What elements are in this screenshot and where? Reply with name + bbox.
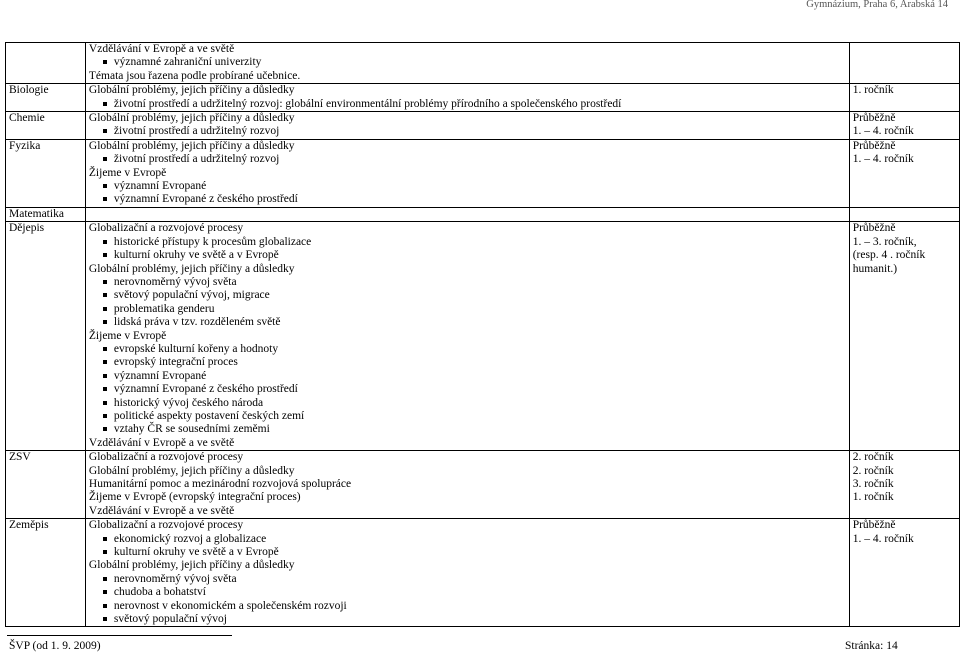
grade-line: 1. – 4. ročník: [852, 532, 914, 545]
topic-heading: Globalizační a rozvojové procesy: [88, 222, 244, 235]
topics-cell: [85, 84, 849, 112]
topic-heading: Globální problémy, jejich příčiny a důsledky: [88, 112, 295, 125]
topic-heading: Globální problémy, jejich příčiny a důsledky: [88, 262, 295, 275]
bullet-item: životní prostředí a udržitelný rozvoj: globální environmentální problémy přírodního a společenského prostředí: [89, 98, 846, 111]
topics-cell: [85, 451, 849, 519]
table-row: [6, 112, 960, 140]
grade-line: (resp. 4 . ročník: [852, 249, 926, 262]
topics-cell: [85, 112, 849, 140]
bullet-item: nerovnoměrný vývoj světa: [89, 573, 846, 586]
bullet-item: významní Evropané: [89, 370, 846, 383]
grade-line: 2. ročník: [852, 464, 894, 477]
topic-heading: Vzdělávání v Evropě a ve světě: [88, 43, 235, 55]
subject-cell: [6, 43, 86, 84]
page-header: Gymnázium, Praha 6, Arabská 14: [806, 0, 948, 10]
bullet-item: lidská práva v tzv. rozděleném světě: [89, 316, 846, 329]
topics-cell: [85, 43, 849, 84]
table-row: [6, 207, 960, 221]
subject-cell: ZSV: [6, 451, 86, 519]
bullet-item: vztahy ČR se sousedními zeměmi: [89, 423, 846, 436]
grade-line: 1. – 4. ročník: [852, 153, 914, 166]
topics-table: [5, 42, 960, 627]
bullet-item: kulturní okruhy ve světě a v Evropě: [89, 249, 846, 262]
topic-heading: Globální problémy, jejich příčiny a důsledky: [88, 139, 295, 152]
footer-left: ŠVP (od 1. 9. 2009): [9, 640, 101, 652]
topics-cell: [85, 139, 849, 207]
bullet-item: významní Evropané z českého prostředí: [89, 383, 846, 396]
subject-cell: Biologie: [6, 84, 86, 112]
grade-cell: [849, 519, 959, 627]
table-row: [6, 222, 960, 451]
bullet-item: problematika genderu: [89, 303, 846, 316]
grade-line: Průběžně: [852, 222, 896, 235]
grade-cell: [849, 222, 959, 451]
table-row: [6, 43, 960, 84]
bullet-item: světový populační vývoj: [89, 613, 846, 626]
table-body: [6, 43, 960, 627]
bullet-item: historické přístupy k procesům globalizace: [89, 236, 846, 249]
topic-heading: Globální problémy, jejich příčiny a důsledky: [88, 559, 295, 572]
topic-heading: Globální problémy, jejich příčiny a důsledky: [88, 464, 295, 477]
table-row: [6, 139, 960, 207]
grade-line: 2. ročník: [852, 451, 894, 464]
bullet-item: životní prostředí a udržitelný rozvoj: [89, 153, 846, 166]
grade-line: humanit.): [852, 262, 898, 275]
grade-line: 1. – 3. ročník,: [852, 235, 917, 248]
topic-heading: Žijeme v Evropě: [88, 329, 167, 342]
grade-cell: [849, 207, 959, 221]
topic-heading: Humanitární pomoc a mezinárodní rozvojová spolupráce: [88, 478, 352, 490]
grade-cell: [849, 451, 959, 519]
topic-heading: Globální problémy, jejich příčiny a důsledky: [88, 84, 295, 97]
table-row: [6, 84, 960, 112]
bullet-item: významní Evropané z českého prostředí: [89, 193, 846, 206]
grade-line: Průběžně: [852, 112, 896, 125]
topic-heading: Vzdělávání v Evropě a ve světě: [88, 436, 235, 449]
bullet-item: nerovnoměrný vývoj světa: [89, 276, 846, 289]
subject-cell: Zeměpis: [6, 519, 86, 627]
subject-cell: Matematika: [6, 207, 86, 221]
footer-rule: [7, 635, 232, 636]
grade-line: Průběžně: [852, 519, 896, 532]
bullet-item: politické aspekty postavení českých zemí: [89, 410, 846, 423]
bullet-item: životní prostředí a udržitelný rozvoj: [89, 125, 846, 138]
subject-cell: Chemie: [6, 112, 86, 140]
topic-heading: Témata jsou řazena podle probírané učebnice.: [88, 69, 301, 82]
topics-cell: [85, 222, 849, 451]
grade-line: 3. ročník: [852, 478, 894, 490]
bullet-item: historický vývoj českého národa: [89, 397, 846, 410]
bullet-item: evropské kulturní kořeny a hodnoty: [89, 343, 846, 356]
topics-cell: [85, 207, 849, 221]
table-row: [6, 451, 960, 519]
topic-heading: Globalizační a rozvojové procesy: [88, 451, 244, 464]
topics-cell: [85, 519, 849, 627]
topic-heading: Vzdělávání v Evropě a ve světě: [88, 504, 235, 517]
bullet-item: chudoba a bohatství: [89, 586, 846, 599]
subject-cell: Dějepis: [6, 222, 86, 451]
grade-cell: [849, 112, 959, 140]
grade-cell: [849, 84, 959, 112]
grade-line: 1. ročník: [852, 491, 894, 504]
subject-cell: Fyzika: [6, 139, 86, 207]
bullet-item: nerovnost v ekonomickém a společenském rozvoji: [89, 600, 846, 613]
topic-heading: Žijeme v Evropě (evropský integrační proces): [88, 491, 301, 504]
grade-line: Průběžně: [852, 139, 896, 152]
topic-heading: Žijeme v Evropě: [88, 166, 167, 179]
grade-cell: [849, 43, 959, 84]
grade-cell: [849, 139, 959, 207]
bullet-item: evropský integrační proces: [89, 356, 846, 369]
bullet-item: významní Evropané: [89, 180, 846, 193]
grade-line: 1. ročník: [852, 84, 894, 97]
bullet-item: ekonomický rozvoj a globalizace: [89, 533, 846, 546]
bullet-item: významné zahraniční univerzity: [89, 56, 846, 69]
footer-page-number: Stránka: 14: [845, 640, 898, 652]
bullet-item: kulturní okruhy ve světě a v Evropě: [89, 546, 846, 559]
grade-line: 1. – 4. ročník: [852, 125, 914, 138]
table-row: [6, 519, 960, 627]
bullet-item: světový populační vývoj, migrace: [89, 289, 846, 302]
topic-heading: Globalizační a rozvojové procesy: [88, 519, 244, 532]
